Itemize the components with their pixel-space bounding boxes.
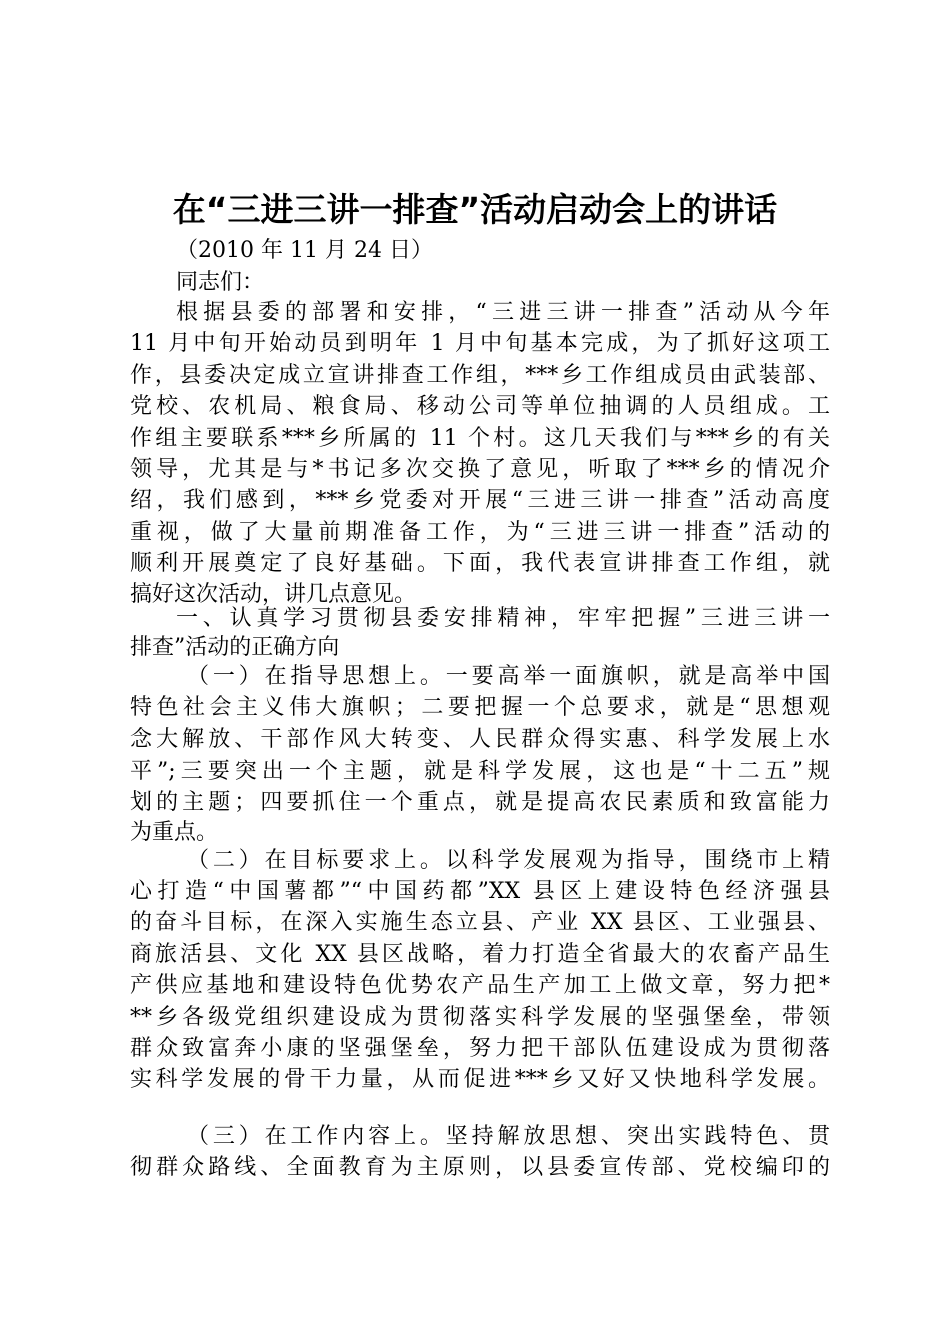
paragraph-line: 绍，我们感到，***乡党委对开展“三进三讲一排查”活动高度 [130, 488, 830, 513]
paragraph-line: 实科学发展的骨干力量，从而促进***乡又好又快地科学发展。 [130, 1067, 830, 1092]
salutation: 同志们： [176, 270, 265, 295]
paragraph-line: 产供应基地和建设特色优势农产品生产加工上做文章，努力把* [130, 973, 830, 998]
paragraph-line: 作，县委决定成立宣讲排查工作组，***乡工作组成员由武装部、 [130, 363, 830, 388]
paragraph-line: 心打造“中国薯都”“中国药都”XX 县区上建设特色经济强县 [130, 879, 830, 904]
section-heading: 排查”活动的正确方向 [130, 635, 340, 660]
paragraph-line: 彻群众路线、全面教育为主原则，以县委宣传部、党校编印的 [130, 1155, 830, 1180]
paragraph-line: 重视，做了大量前期准备工作，为“三进三讲一排查”活动的 [130, 520, 830, 545]
paragraph-line: 划的主题；四要抓住一个重点，就是提高农民素质和致富能力 [130, 790, 830, 815]
paragraph-line: （三）在工作内容上。坚持解放思想、突出实践特色、贯 [187, 1124, 830, 1149]
paragraph-line: 11 月中旬开始动员到明年 1 月中旬基本完成，为了抓好这项工 [130, 331, 830, 356]
paragraph-line: 作组主要联系***乡所属的 11 个村。这几天我们与***乡的有关 [130, 426, 830, 451]
paragraph-line: 念大解放、干部作风大转变、人民群众得实惠、科学发展上水 [130, 727, 830, 752]
paragraph-line: 的奋斗目标，在深入实施生态立县、产业 XX 县区、工业强县、 [130, 910, 830, 935]
paragraph-line: 商旅活县、文化 XX 县区战略，着力打造全省最大的农畜产品生 [130, 942, 830, 967]
paragraph-line: 顺利开展奠定了良好基础。下面，我代表宣讲排查工作组，就 [130, 551, 830, 576]
paragraph-line: 领导，尤其是与*书记多次交换了意见，听取了***乡的情况介 [130, 457, 830, 482]
section-heading: 一、认真学习贯彻县委安排精神，牢牢把握”三进三讲一 [176, 606, 830, 631]
paragraph-line: 搞好这次活动，讲几点意见。 [130, 582, 417, 607]
document-title: 在“三进三讲一排查”活动启动会上的讲话 [172, 190, 778, 229]
paragraph-line: 为重点。 [130, 820, 219, 845]
paragraph-line: 特色社会主义伟大旗帜；二要把握一个总要求，就是“思想观 [130, 695, 830, 720]
speech-date: （2010 年 11 月 24 日） [176, 238, 433, 263]
paragraph-line: （一）在指导思想上。一要高举一面旗帜，就是高举中国 [187, 664, 830, 689]
paragraph-line: 根据县委的部署和安排，“三进三讲一排查”活动从今年 [176, 300, 830, 325]
paragraph-line: 平”;三要突出一个主题，就是科学发展，这也是“十二五”规 [130, 759, 830, 784]
paragraph-line: 党校、农机局、粮食局、移动公司等单位抽调的人员组成。工 [130, 394, 830, 419]
paragraph-line: 群众致富奔小康的坚强堡垒，努力把干部队伍建设成为贯彻落 [130, 1036, 830, 1061]
paragraph-line: **乡各级党组织建设成为贯彻落实科学发展的坚强堡垒，带领 [130, 1005, 830, 1030]
paragraph-line: （二）在目标要求上。以科学发展观为指导，围绕市上精 [187, 848, 830, 873]
